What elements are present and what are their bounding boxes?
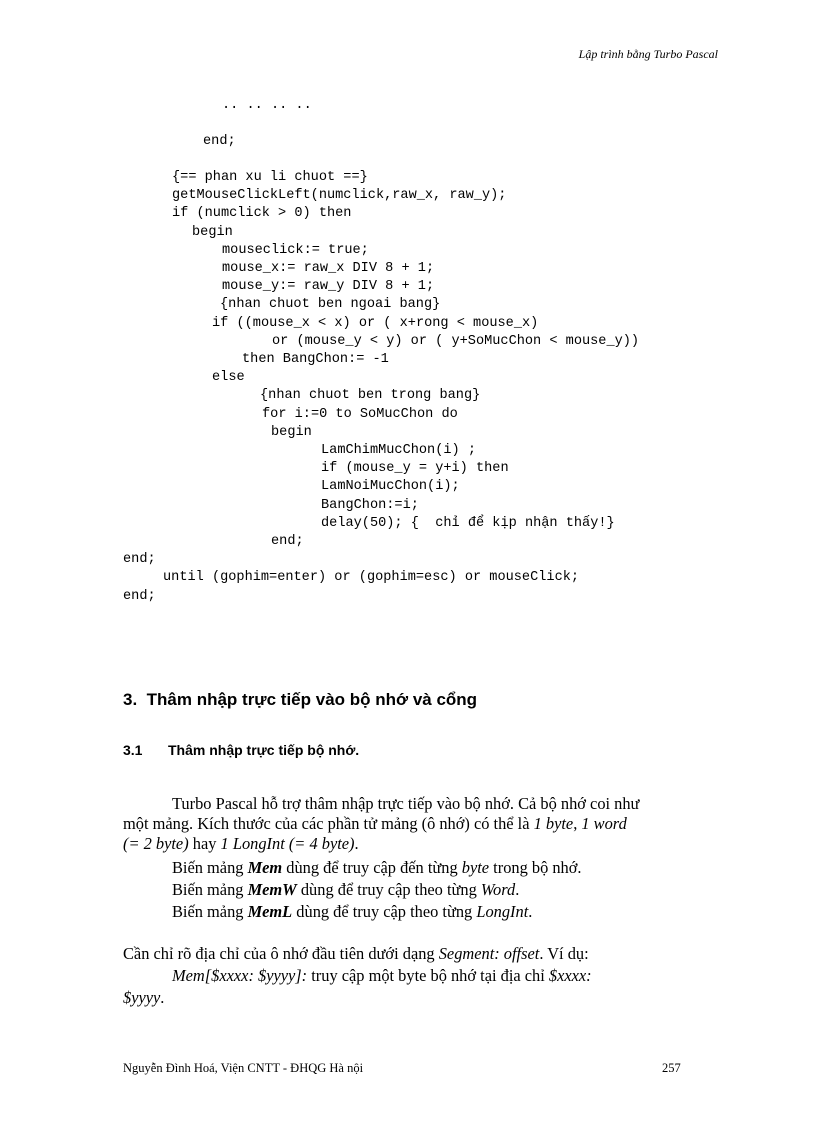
paragraph-line: Mem[$xxxx: $yyyy]: truy cập một byte bộ nhớ tại địa chỉ $xxxx: bbox=[172, 966, 592, 985]
section-heading bbox=[123, 690, 477, 710]
page-number: 257 bbox=[662, 1061, 681, 1075]
subsection-heading bbox=[123, 742, 359, 758]
code-line: begin bbox=[271, 425, 312, 440]
subsection-number: 3.1 bbox=[123, 742, 143, 758]
array-item-meml: Biến mảng MemL dùng để truy cập theo từng LongInt. bbox=[172, 902, 533, 921]
code-line: LamChimMucChon(i) ; bbox=[321, 443, 476, 458]
array-item-mem: Biến mảng Mem dùng để truy cập đến từng byte trong bộ nhớ. bbox=[172, 858, 582, 877]
code-line: end; bbox=[123, 589, 156, 604]
paragraph-line: (= 2 byte) hay 1 LongInt (= 4 byte). bbox=[123, 834, 359, 853]
code-line: mouse_y:= raw_y DIV 8 + 1; bbox=[222, 279, 435, 294]
code-line: {nhan chuot ben ngoai bang} bbox=[220, 297, 441, 312]
code-line: delay(50); { chỉ để kịp nhận thấy!} bbox=[321, 516, 615, 531]
code-line: for i:=0 to SoMucChon do bbox=[262, 407, 458, 422]
code-line: {== phan xu li chuot ==} bbox=[172, 170, 368, 185]
code-line: or (mouse_y < y) or ( y+SoMucChon < mouse_y)) bbox=[272, 334, 640, 349]
code-line: LamNoiMucChon(i); bbox=[321, 479, 460, 494]
paragraph-line: Cần chỉ rõ địa chỉ của ô nhớ đầu tiên dưới dạng Segment: offset. Ví dụ: bbox=[123, 944, 589, 963]
code-line: getMouseClickLeft(numclick,raw_x, raw_y); bbox=[172, 188, 507, 203]
subsection-title: Thâm nhập trực tiếp bộ nhớ. bbox=[168, 742, 360, 758]
code-line: mouseclick:= true; bbox=[222, 243, 369, 258]
code-line: if (mouse_y = y+i) then bbox=[321, 461, 509, 476]
code-line: begin bbox=[192, 225, 233, 240]
code-line: end; bbox=[123, 552, 156, 567]
paragraph-line: Turbo Pascal hỗ trợ thâm nhập trực tiếp vào bộ nhớ. Cả bộ nhớ coi như bbox=[172, 794, 640, 813]
section-number: 3. bbox=[123, 690, 138, 709]
running-header: Lập trình bằng Turbo Pascal bbox=[578, 47, 718, 61]
code-line: else bbox=[212, 370, 245, 385]
footer-author: Nguyễn Đình Hoá, Viện CNTT - ĐHQG Hà nội bbox=[123, 1061, 364, 1075]
code-line: end; bbox=[203, 134, 236, 149]
code-line: BangChon:=i; bbox=[321, 498, 419, 513]
array-item-memw: Biến mảng MemW dùng để truy cập theo từng Word. bbox=[172, 880, 520, 899]
code-line: mouse_x:= raw_x DIV 8 + 1; bbox=[222, 261, 435, 276]
code-line: {nhan chuot ben trong bang} bbox=[260, 388, 481, 403]
code-line: if (numclick > 0) then bbox=[172, 206, 352, 221]
code-line: then BangChon:= -1 bbox=[242, 352, 389, 367]
section-title: Thâm nhập trực tiếp vào bộ nhớ và cổng bbox=[146, 690, 478, 709]
paragraph-line: một mảng. Kích thước của các phần tử mảng (ô nhớ) có thể là 1 byte, 1 word bbox=[123, 814, 627, 833]
code-line: if ((mouse_x < x) or ( x+rong < mouse_x) bbox=[212, 316, 539, 331]
code-line: end; bbox=[271, 534, 304, 549]
paragraph-line: $yyyy. bbox=[123, 988, 165, 1007]
code-line: until (gophim=enter) or (gophim=esc) or mouseClick; bbox=[163, 570, 580, 585]
code-line: .. .. .. .. bbox=[222, 98, 312, 113]
